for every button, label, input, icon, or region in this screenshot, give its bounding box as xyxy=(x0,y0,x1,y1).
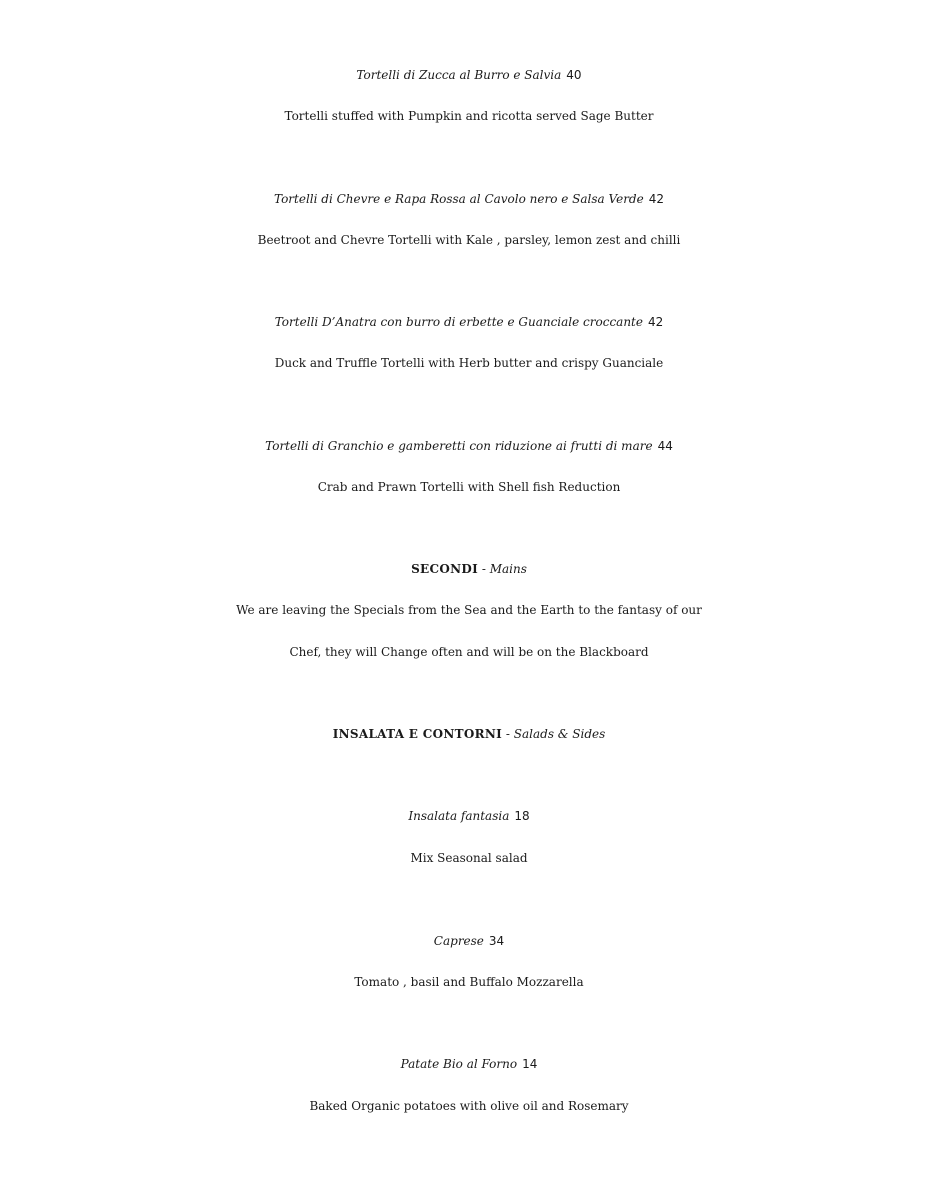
dish-italian-name: Tortelli di Zucca al Burro e Salvia xyxy=(356,68,562,82)
dish-name-line xyxy=(0,926,938,956)
dish-price: 42 xyxy=(647,315,664,329)
dish-name-line xyxy=(0,431,938,461)
section-title-insalata xyxy=(0,719,938,749)
dish-price: 44 xyxy=(657,439,673,453)
dish-price: 14 xyxy=(522,1057,538,1071)
dish-name-line xyxy=(0,1049,938,1079)
dish-italian-name: Caprese xyxy=(433,934,484,948)
dish-description: Beetroot and Chevre Tortelli with Kale , parsley, lemon zest and chilli xyxy=(257,233,681,247)
dish-description: Baked Organic potatoes with olive oil and Rosemary xyxy=(309,1099,629,1113)
dish-description: Duck and Truffle Tortelli with Herb butter and crispy Guanciale xyxy=(274,356,664,370)
section-subtitle: Salads & Sides xyxy=(513,727,606,741)
dish-italian-name: Insalata fantasia xyxy=(408,809,510,823)
dish-description: Tortelli stuffed with Pumpkin and ricotta served Sage Butter xyxy=(284,109,654,123)
dish-italian-name: Tortelli di Chevre e Rapa Rossa al Cavolo nero e Salsa Verde xyxy=(274,192,644,206)
dish-description: Crab and Prawn Tortelli with Shell fish Reduction xyxy=(317,480,621,494)
dish-italian-name: Patate Bio al Forno xyxy=(400,1057,518,1071)
section-text: Chef, they will Change often and will be on the Blackboard xyxy=(289,645,649,659)
dish-price: 18 xyxy=(514,809,530,823)
section-separator: - xyxy=(505,727,510,741)
dish-price: 42 xyxy=(648,192,664,206)
dish-italian-name: Tortelli di Granchio e gamberetti con riduzione ai frutti di mare xyxy=(265,439,653,453)
dish-name-line xyxy=(0,60,938,90)
section-title-text: SECONDI xyxy=(411,562,478,576)
section-title-text: INSALATA E CONTORNI xyxy=(332,727,503,741)
section-text: We are leaving the Specials from the Sea and the Earth to the fantasy of our xyxy=(236,603,702,617)
section-title-secondi xyxy=(0,554,938,584)
dish-description: Tomato , basil and Buffalo Mozzarella xyxy=(354,975,584,989)
dish-price: 40 xyxy=(566,68,582,82)
dish-name-line xyxy=(0,307,938,337)
dish-name-line xyxy=(0,184,938,214)
dish-name-line xyxy=(0,801,938,831)
dish-price: 34 xyxy=(488,934,505,948)
dish-description: Mix Seasonal salad xyxy=(410,851,528,865)
dish-italian-name: Tortelli D’Anatra con burro di erbette e Guanciale croccante xyxy=(274,315,643,329)
section-subtitle: Mains xyxy=(489,562,527,576)
section-separator: - xyxy=(481,562,486,576)
